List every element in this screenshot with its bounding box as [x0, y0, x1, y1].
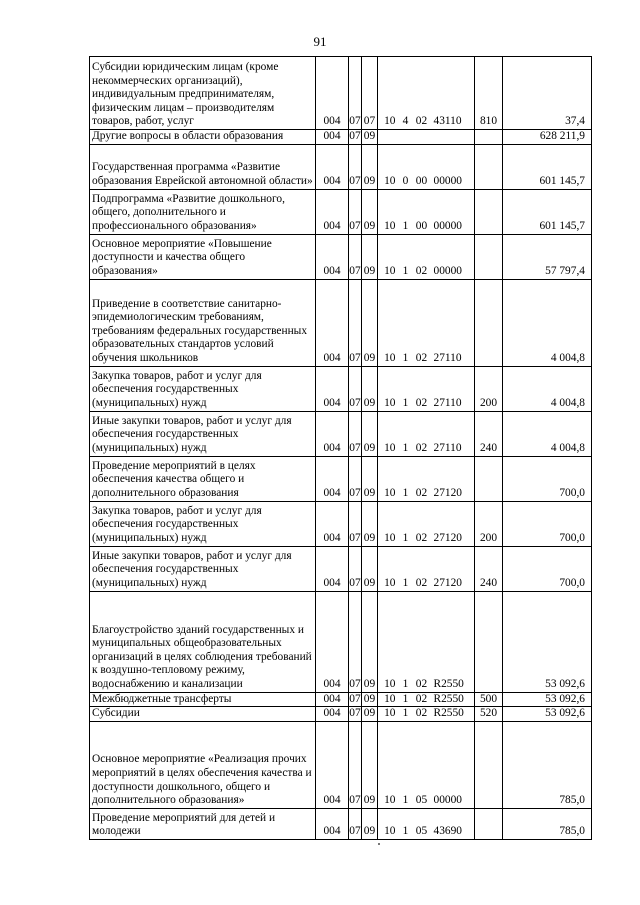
subprogram-code-cell: 1: [400, 546, 412, 591]
amount-cell: 4 004,8: [503, 411, 592, 456]
section-code-cell: 07: [349, 456, 362, 501]
program-code-cell: 10: [378, 501, 400, 546]
row-name-cell: Иные закупки товаров, работ и услуг для обеспечения государственных (муниципальных) нужд: [90, 411, 316, 456]
admin-code-cell: 004: [316, 366, 349, 411]
subsection-code-cell: 07: [362, 57, 378, 130]
section-code-cell: 07: [349, 57, 362, 130]
subprogram-code-cell: 0: [400, 144, 412, 189]
subsection-code-cell: 09: [362, 144, 378, 189]
section-code-cell: 07: [349, 546, 362, 591]
amount-cell: 700,0: [503, 546, 592, 591]
table-row: [90, 279, 592, 366]
subsection-code-cell: 09: [362, 366, 378, 411]
row-name-cell: Иные закупки товаров, работ и услуг для обеспечения государственных (муниципальных) нужд: [90, 546, 316, 591]
table-row: [90, 707, 592, 722]
activity-code-cell: 00: [412, 144, 432, 189]
subsection-code-cell: 09: [362, 189, 378, 234]
activity-code-cell: 02: [412, 692, 432, 707]
admin-code-cell: 004: [316, 546, 349, 591]
program-code-cell: 10: [378, 189, 400, 234]
admin-code-cell: 004: [316, 707, 349, 722]
activity-code-cell: 02: [412, 707, 432, 722]
section-code-cell: 07: [349, 501, 362, 546]
subsection-code-cell: 09: [362, 591, 378, 692]
admin-code-cell: 004: [316, 130, 349, 145]
amount-cell: 57 797,4: [503, 234, 592, 279]
subprogram-code-cell: 1: [400, 707, 412, 722]
activity-code-cell: 00: [412, 189, 432, 234]
row-name-cell: Проведение мероприятий в целях обеспечения качества общего и дополнительного образования: [90, 456, 316, 501]
amount-cell: 700,0: [503, 456, 592, 501]
subsection-code-cell: 09: [362, 546, 378, 591]
admin-code-cell: 004: [316, 456, 349, 501]
activity-code-cell: 02: [412, 279, 432, 366]
activity-code-cell: 02: [412, 501, 432, 546]
expense-type-code-cell: 500: [475, 692, 503, 707]
activity-code-cell: 02: [412, 546, 432, 591]
budget-table: [89, 56, 592, 840]
activity-code-cell: [412, 130, 432, 145]
table-row: [90, 456, 592, 501]
subsection-code-cell: 09: [362, 692, 378, 707]
direction-code-cell: 27120: [432, 501, 475, 546]
expense-type-code-cell: [475, 591, 503, 692]
row-name-cell: Основное мероприятие «Повышение доступности и качества общего образования»: [90, 234, 316, 279]
activity-code-cell: 02: [412, 591, 432, 692]
table-row: [90, 189, 592, 234]
expense-type-code-cell: [475, 721, 503, 808]
expense-type-code-cell: 240: [475, 411, 503, 456]
table-row: [90, 692, 592, 707]
program-code-cell: 10: [378, 144, 400, 189]
activity-code-cell: 05: [412, 808, 432, 839]
subprogram-code-cell: 1: [400, 721, 412, 808]
activity-code-cell: 02: [412, 411, 432, 456]
direction-code-cell: 00000: [432, 234, 475, 279]
row-name-cell: Субсидии юридическим лицам (кроме некоммерческих организаций), индивидуальным предпринимателям, физическим лицам – производителям товаров, работ, услуг: [90, 57, 316, 130]
subprogram-code-cell: 1: [400, 501, 412, 546]
direction-code-cell: R2550: [432, 591, 475, 692]
section-code-cell: 07: [349, 591, 362, 692]
table-row: [90, 366, 592, 411]
direction-code-cell: 27120: [432, 456, 475, 501]
subsection-code-cell: 09: [362, 808, 378, 839]
program-code-cell: 10: [378, 279, 400, 366]
section-code-cell: 07: [349, 144, 362, 189]
section-code-cell: 07: [349, 130, 362, 145]
subprogram-code-cell: [400, 130, 412, 145]
amount-cell: 785,0: [503, 808, 592, 839]
row-name-cell: Подпрограмма «Развитие дошкольного, общего, дополнительного и профессионального образования»: [90, 189, 316, 234]
program-code-cell: 10: [378, 546, 400, 591]
amount-cell: 37,4: [503, 57, 592, 130]
section-code-cell: 07: [349, 721, 362, 808]
subprogram-code-cell: 4: [400, 57, 412, 130]
direction-code-cell: [432, 130, 475, 145]
subsection-code-cell: 09: [362, 411, 378, 456]
expense-type-code-cell: 200: [475, 501, 503, 546]
row-name-cell: Другие вопросы в области образования: [90, 130, 316, 145]
table-row: [90, 411, 592, 456]
section-code-cell: 07: [349, 692, 362, 707]
expense-type-code-cell: [475, 189, 503, 234]
amount-cell: 4 004,8: [503, 279, 592, 366]
program-code-cell: 10: [378, 707, 400, 722]
admin-code-cell: 004: [316, 808, 349, 839]
subsection-code-cell: 09: [362, 130, 378, 145]
direction-code-cell: 43110: [432, 57, 475, 130]
table-row: [90, 501, 592, 546]
admin-code-cell: 004: [316, 721, 349, 808]
admin-code-cell: 004: [316, 189, 349, 234]
activity-code-cell: 02: [412, 234, 432, 279]
amount-cell: 53 092,6: [503, 692, 592, 707]
expense-type-code-cell: [475, 279, 503, 366]
table-row: [90, 130, 592, 145]
table-row: [90, 144, 592, 189]
direction-code-cell: 43690: [432, 808, 475, 839]
admin-code-cell: 004: [316, 591, 349, 692]
section-code-cell: 07: [349, 189, 362, 234]
admin-code-cell: 004: [316, 234, 349, 279]
activity-code-cell: 02: [412, 366, 432, 411]
amount-cell: 700,0: [503, 501, 592, 546]
activity-code-cell: 05: [412, 721, 432, 808]
subsection-code-cell: 09: [362, 279, 378, 366]
expense-type-code-cell: 240: [475, 546, 503, 591]
subprogram-code-cell: 1: [400, 366, 412, 411]
table-row: [90, 721, 592, 808]
subprogram-code-cell: 1: [400, 591, 412, 692]
table-row: [90, 591, 592, 692]
row-name-cell: Государственная программа «Развитие образования Еврейской автономной области»: [90, 144, 316, 189]
subprogram-code-cell: 1: [400, 411, 412, 456]
row-name-cell: Проведение мероприятий для детей и молодежи: [90, 808, 316, 839]
direction-code-cell: 27110: [432, 366, 475, 411]
expense-type-code-cell: [475, 130, 503, 145]
table-row: [90, 808, 592, 839]
program-code-cell: 10: [378, 366, 400, 411]
amount-cell: 785,0: [503, 721, 592, 808]
row-name-cell: Закупка товаров, работ и услуг для обеспечения государственных (муниципальных) нужд: [90, 366, 316, 411]
admin-code-cell: 004: [316, 411, 349, 456]
amount-cell: 53 092,6: [503, 591, 592, 692]
direction-code-cell: 27110: [432, 279, 475, 366]
program-code-cell: 10: [378, 234, 400, 279]
page-number: 91: [313, 34, 327, 49]
amount-cell: 601 145,7: [503, 144, 592, 189]
subsection-code-cell: 09: [362, 501, 378, 546]
subprogram-code-cell: 1: [400, 234, 412, 279]
subsection-code-cell: 09: [362, 234, 378, 279]
program-code-cell: 10: [378, 456, 400, 501]
section-code-cell: 07: [349, 234, 362, 279]
direction-code-cell: 00000: [432, 144, 475, 189]
expense-type-code-cell: 520: [475, 707, 503, 722]
program-code-cell: 10: [378, 411, 400, 456]
program-code-cell: 10: [378, 721, 400, 808]
activity-code-cell: 02: [412, 456, 432, 501]
expense-type-code-cell: [475, 808, 503, 839]
expense-type-code-cell: 200: [475, 366, 503, 411]
section-code-cell: 07: [349, 808, 362, 839]
expense-type-code-cell: 810: [475, 57, 503, 130]
table-row: [90, 57, 592, 130]
section-code-cell: 07: [349, 279, 362, 366]
row-name-cell: Основное мероприятие «Реализация прочих мероприятий в целях обеспечения качества и доступности дошкольного, общего и дополнительного образования»: [90, 721, 316, 808]
amount-cell: 53 092,6: [503, 707, 592, 722]
expense-type-code-cell: [475, 456, 503, 501]
section-code-cell: 07: [349, 411, 362, 456]
expense-type-code-cell: [475, 144, 503, 189]
subsection-code-cell: 09: [362, 707, 378, 722]
subsection-code-cell: 09: [362, 721, 378, 808]
section-code-cell: 07: [349, 707, 362, 722]
activity-code-cell: 02: [412, 57, 432, 130]
scan-speck: [378, 843, 380, 845]
direction-code-cell: 27120: [432, 546, 475, 591]
subsection-code-cell: 09: [362, 456, 378, 501]
expense-type-code-cell: [475, 234, 503, 279]
row-name-cell: Межбюджетные трансферты: [90, 692, 316, 707]
amount-cell: 628 211,9: [503, 130, 592, 145]
row-name-cell: Закупка товаров, работ и услуг для обеспечения государственных (муниципальных) нужд: [90, 501, 316, 546]
admin-code-cell: 004: [316, 144, 349, 189]
program-code-cell: 10: [378, 57, 400, 130]
row-name-cell: Приведение в соответствие санитарно-эпидемиологическим требованиям, требованиям федеральных государственных образовательных стандартов условий обучения школьников: [90, 279, 316, 366]
subprogram-code-cell: 1: [400, 456, 412, 501]
direction-code-cell: 00000: [432, 721, 475, 808]
direction-code-cell: R2550: [432, 692, 475, 707]
subprogram-code-cell: 1: [400, 692, 412, 707]
admin-code-cell: 004: [316, 279, 349, 366]
section-code-cell: 07: [349, 366, 362, 411]
subprogram-code-cell: 1: [400, 808, 412, 839]
subprogram-code-cell: 1: [400, 279, 412, 366]
direction-code-cell: 27110: [432, 411, 475, 456]
admin-code-cell: 004: [316, 692, 349, 707]
row-name-cell: Благоустройство зданий государственных и муниципальных общеобразовательных организаций в целях соблюдения требований к воздушно-тепловому режиму, водоснабжению и канализации: [90, 591, 316, 692]
program-code-cell: [378, 130, 400, 145]
amount-cell: 4 004,8: [503, 366, 592, 411]
program-code-cell: 10: [378, 808, 400, 839]
table-row: [90, 234, 592, 279]
program-code-cell: 10: [378, 591, 400, 692]
program-code-cell: 10: [378, 692, 400, 707]
direction-code-cell: 00000: [432, 189, 475, 234]
amount-cell: 601 145,7: [503, 189, 592, 234]
admin-code-cell: 004: [316, 57, 349, 130]
subprogram-code-cell: 1: [400, 189, 412, 234]
admin-code-cell: 004: [316, 501, 349, 546]
row-name-cell: Субсидии: [90, 707, 316, 722]
direction-code-cell: R2550: [432, 707, 475, 722]
table-row: [90, 546, 592, 591]
